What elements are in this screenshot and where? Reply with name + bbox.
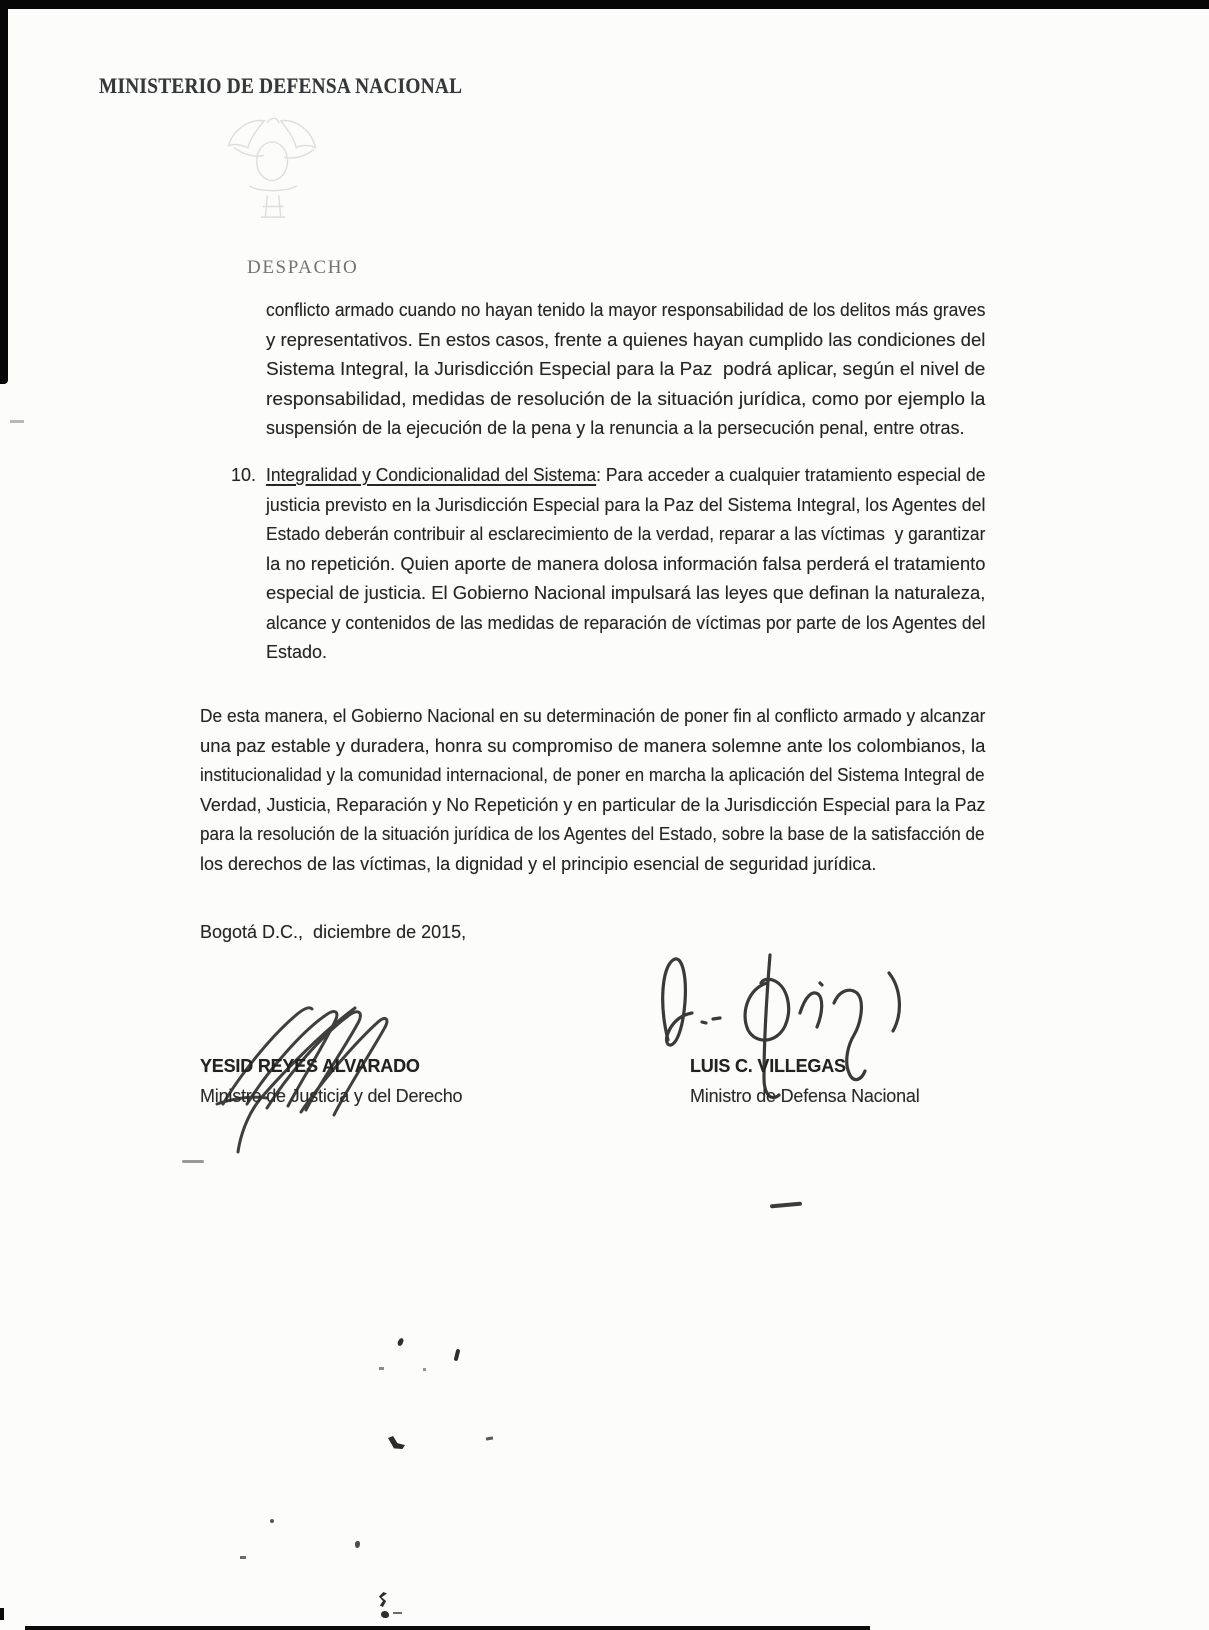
text-line-content: De esta manera, el Gobierno Nacional en su determinación de poner fin al conflicto armado y alcanzar: [200, 706, 986, 726]
text-line: [266, 520, 985, 550]
text-line: [266, 579, 985, 609]
text-line: [200, 791, 985, 821]
ministry-header-text: MINISTERIO DE DEFENSA NACIONAL: [99, 73, 463, 98]
underlined-heading: Integralidad y Condicionalidad del Sistema: [266, 465, 597, 485]
scan-noise-speck: [486, 1436, 493, 1440]
text-line: [266, 385, 985, 415]
despacho-label: DESPACHO: [247, 257, 359, 278]
text-line: [266, 491, 985, 521]
text-line-content: Sistema Integral, la Jurisdicción Especial para la Paz podrá aplicar, según el nivel de: [266, 359, 986, 379]
text-line-content: y representativos. En estos casos, frente a quienes hayan cumplido las condiciones del: [266, 329, 986, 350]
text-line-content: para la resolución de la situación jurídica de los Agentes del Estado, sobre la base de la satisfacción de: [200, 824, 985, 844]
item-10-number: 10.: [231, 465, 257, 485]
scan-artifact-bottom-bar: [25, 1626, 870, 1630]
text-line-content: Verdad, Justicia, Reparación y No Repetición y en particular de la Jurisdicción Especial para la Paz: [200, 794, 986, 815]
text-line: [200, 732, 985, 762]
scan-noise-speck: [423, 1368, 426, 1371]
signatory-title-right: Ministro de Defensa Nacional: [690, 1086, 920, 1106]
scan-noise-speck: [379, 1367, 384, 1370]
text-line-content: Estado.: [266, 642, 328, 662]
pen-mark-dash: [770, 1202, 802, 1209]
item-10-paragraph: [266, 461, 985, 668]
text-line: [266, 461, 985, 491]
ministry-header: [99, 73, 462, 103]
text-line: [266, 609, 985, 639]
text-line-content: especial de justicia. El Gobierno Nacional impulsará las leyes que definan la naturaleza,: [266, 583, 986, 603]
closing-paragraph: [200, 702, 985, 879]
ministry-seal-icon: [221, 108, 327, 226]
scan-noise-speck: [270, 1519, 274, 1523]
text-line: [266, 296, 985, 326]
text-line: [200, 850, 985, 880]
text-line-content: Integralidad y Condicionalidad del Sistema: Para acceder a cualquier tratamiento especial de: [266, 465, 986, 485]
text-line-content: una paz estable y duradera, honra su compromiso de manera solemne ante los colombianos, la: [200, 735, 986, 756]
text-line: [200, 761, 985, 791]
text-line: [200, 702, 985, 732]
scan-noise-speck: [388, 1436, 405, 1449]
scan-noise-speck: [355, 1541, 360, 1548]
scan-noise-speck: [393, 1612, 402, 1614]
text-line-content: Estado deberán contribuir al esclarecimiento de la verdad, reparar a las víctimas y garantizar: [266, 524, 986, 544]
text-line: [266, 414, 985, 444]
scan-noise-speck: [381, 1611, 389, 1618]
scan-noise-speck: [454, 1349, 461, 1362]
date-line: Bogotá D.C., diciembre de 2015,: [200, 922, 467, 942]
text-line-content: conflicto armado cuando no hayan tenido la mayor responsabilidad de los delitos más graves: [266, 300, 986, 320]
text-line-content: alcance y contenidos de las medidas de reparación de víctimas por parte de los Agentes del: [266, 612, 986, 633]
text-line: [266, 550, 985, 580]
text-line: [200, 820, 985, 850]
text-line: [266, 638, 985, 668]
signatory-name-right: LUIS C. VILLEGAS: [690, 1056, 846, 1076]
text-line-content: la no repetición. Quien aporte de manera dolosa información falsa perderá el tratamiento: [266, 553, 986, 574]
text-line-content: los derechos de las víctimas, la dignidad y el principio esencial de seguridad jurídica.: [200, 853, 877, 874]
paragraph-continuation: [266, 296, 985, 444]
text-line: [266, 326, 985, 356]
text-line-content: institucionalidad y la comunidad internacional, de poner en marcha la aplicación del Sistema Integral de: [200, 765, 985, 785]
scan-noise-speck: [397, 1337, 404, 1346]
text-line: [266, 355, 985, 385]
text-line-content: suspensión de la ejecución de la pena y la renuncia a la persecución penal, entre otras.: [266, 418, 965, 438]
text-line-content: responsabilidad, medidas de resolución de la situación jurídica, como por ejemplo la: [266, 388, 986, 409]
scan-artifact-left-nub: [0, 1608, 4, 1620]
scan-noise-dash: [182, 1160, 204, 1163]
scan-noise-speck: [240, 1556, 246, 1559]
scan-noise-speck: [378, 1592, 387, 1607]
signatory-name-left: YESID REYES ALVARADO: [200, 1056, 420, 1076]
text-line-content: justicia previsto en la Jurisdicción Especial para la Paz del Sistema Integral, los Agentes del: [266, 494, 986, 515]
scan-artifact-top-bar: [0, 0, 1209, 9]
scan-artifact-left-bar: [0, 0, 8, 384]
signatory-title-left: Ministro de Justicia y del Derecho: [200, 1086, 463, 1106]
scan-noise-dash: [10, 420, 24, 423]
